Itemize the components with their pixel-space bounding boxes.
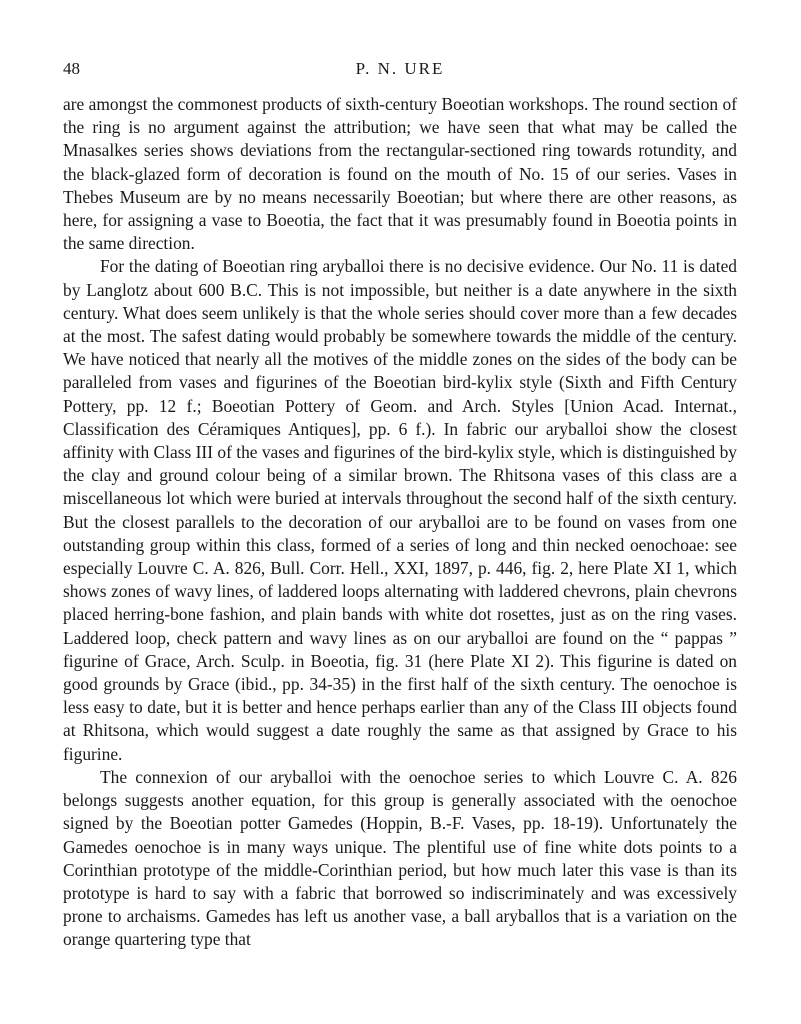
running-head: P. N. URE (355, 59, 445, 78)
body-text (63, 93, 737, 952)
paragraph-3: The connexion of our aryballoi with the oenochoe series to which Louvre C. A. 826 belongs suggests another equation, for this group is generally associated with the oenochoe signed by the Boeotian potter Gamedes (Hoppin, B.-F. Vases, pp. 18-19). Unfortunately the Gamedes oenochoe is in many ways unique. The plentiful use of fine white dots points to a Corinthian prototype of the middle-Corinthian period, but how much later this vase is than its prototype is hard to say with a fabric that borrowed so indiscriminately and was excessively prone to archaisms. Gamedes has left us another vase, a ball aryballos that is a variation on the orange quartering type that (63, 766, 737, 950)
page-header (63, 58, 737, 80)
page-number: 48 (63, 59, 80, 78)
paragraph-2: For the dating of Boeotian ring aryballoi there is no decisive evidence. Our No. 11 is dated by Langlotz about 600 B.C. This is not impossible, but neither is a date anywhere in the sixth century. What does seem unlikely is that the whole series should cover more than a few decades at the most. The safest dating would probably be somewhere towards the middle of the century. We have noticed that nearly all the motives of the middle zones on the sides of the body can be paralleled from vases and figurines of the Boeotian bird-kylix style (Sixth and Fifth Century Pottery, pp. 12 f.; Boeotian Pottery of Geom. and Arch. Styles [Union Acad. Internat., Classification des Céramiques Antiques], pp. 6 f.). In fabric our aryballoi show the closest affinity with Class III of the vases and figurines of the bird-kylix style, which is distinguished by the clay and ground colour being of a similar brown. The Rhitsona vases of this class are a miscellaneous lot which were buried at intervals throughout the second half of the sixth century. But the closest parallels to the decoration of our aryballoi are to be found on vases from one outstanding group within this class, formed of a series of long and thin necked oenochoae: see especially Louvre C. A. 826, Bull. Corr. Hell., XXI, 1897, p. 446, fig. 2, here Plate XI 1, which shows zones of wavy lines, of laddered loops alternating with laddered chevrons, plain chevrons placed herring-bone fashion, and plain bands with white dot rosettes, just as on the ring vases. Laddered loop, check pattern and wavy lines as on our aryballoi are found on the “ pappas ” figurine of Grace, Arch. Sculp. in Boeotia, fig. 31 (here Plate XI 2). This figurine is dated on good grounds by Grace (ibid., pp. 34-35) in the first half of the sixth century. The oenochoe is less easy to date, but it is better and hence perhaps earlier than any of the Class III objects found at Rhitsona, which would suggest a date roughly the same as that assigned by Grace to his figurine. (63, 256, 737, 764)
paragraph-1: are amongst the commonest products of sixth-century Boeotian workshops. The round section of the ring is no argument against the attribution; we have seen that what may be called the Mnasalkes series shows deviations from the rectangular-sectioned ring towards rotundity, and the black-glazed form of decoration is found on the mouth of No. 15 of our series. Vases in Thebes Museum are by no means necessarily Boeotian; but where there are other reasons, as here, for assigning a vase to Boeotia, the fact that it was presumably found in Boeotia points in the same direction. (63, 94, 737, 254)
